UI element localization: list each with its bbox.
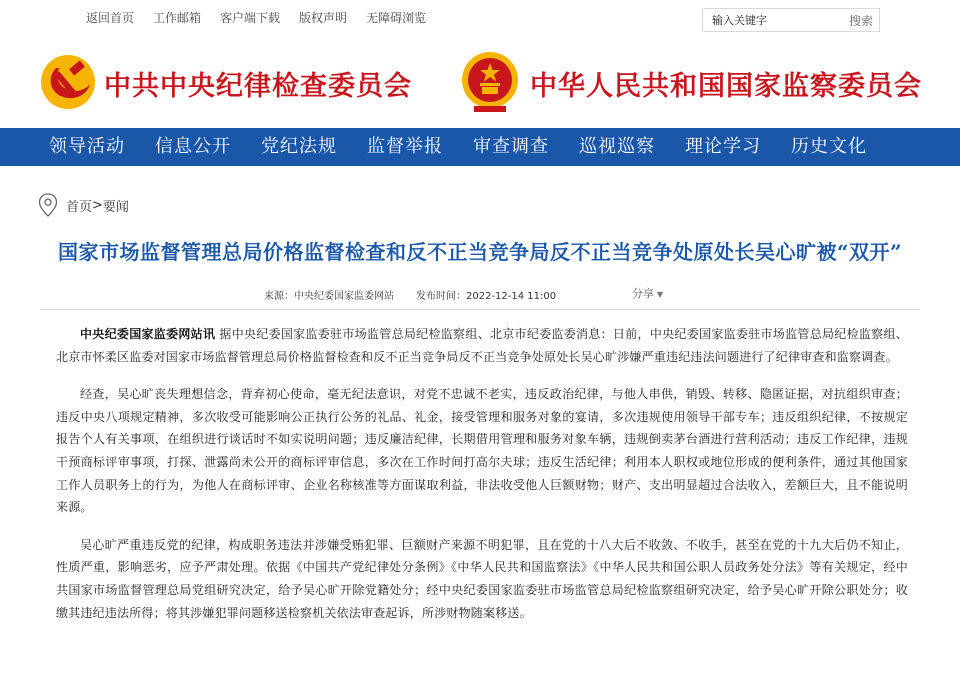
location-pin-icon	[38, 193, 58, 217]
nav-item-theory[interactable]: 理论学习	[685, 136, 761, 157]
article-paragraph: 吴心旷严重违反党的纪律，构成职务违法并涉嫌受贿犯罪、巨额财产来源不明犯罪，且在党的十八大后不收敛、不收手，甚至在党的十九大后仍不知止，性质严重，影响恶劣，应予严肃处理。依据《中国共产党纪律处分条例》《中华人民共和国监察法》《中华人民共和国公职人员政务处分法》等有关规定，经中共国家市场监督管理总局党组研究决定，给予吴心旷开除党籍处分；经中央纪委国家监委驻市场监管总局纪检监察组研究决定，给予吴心旷开除公职处分；收缴其违纪违法所得；将其涉嫌犯罪问题移送检察机关依法审查起诉，所涉财物随案移送。	[56, 537, 908, 620]
article-meta	[264, 287, 556, 302]
lead-text: 据中央纪委国家监委驻市场监管总局纪检监察组、北京市纪委监委消息：日前，中央纪委国家监委驻市场监管总局纪检监察组、北京市怀柔区监委对国家市场监督管理总局价格监督检查和反不正当竞争局反不正当竞争处原处长吴心旷涉嫌严重违纪违法问题进行了纪律审查和监察调查。	[56, 327, 908, 364]
nav-item-report[interactable]: 监督举报	[367, 136, 443, 157]
breadcrumb-current-link[interactable]: 要闻	[102, 199, 129, 215]
divider	[40, 309, 920, 310]
lead-source-bold: 中央纪委国家监委网站讯	[80, 327, 216, 341]
nav-item-history[interactable]: 历史文化	[791, 136, 867, 157]
nav-item-leadership[interactable]: 领导活动	[49, 136, 125, 157]
nav-item-regulations[interactable]: 党纪法规	[261, 136, 337, 157]
search-box	[702, 8, 880, 32]
top-utility-bar	[0, 0, 960, 36]
top-links	[86, 9, 445, 26]
article-paragraph	[56, 323, 908, 368]
top-link-home[interactable]: 返回首页	[86, 11, 135, 25]
nav-item-investigation[interactable]: 审查调查	[473, 136, 549, 157]
caret-down-icon: ▼	[657, 290, 664, 299]
article-body	[56, 323, 908, 639]
share-button[interactable]	[632, 285, 663, 301]
top-link-mail[interactable]: 工作邮箱	[153, 11, 202, 25]
nav-item-info-disclosure[interactable]: 信息公开	[155, 136, 231, 157]
article-date: 2022-12-14 11:00	[466, 291, 557, 302]
breadcrumb-home-link[interactable]: 首页	[66, 199, 93, 215]
article-paragraph: 经查，吴心旷丧失理想信念，背弃初心使命，毫无纪法意识，对党不忠诚不老实，违反政治纪律，与他人串供，销毁、转移、隐匿证据，对抗组织审查；违反中央八项规定精神，多次收受可能影响公正执行公务的礼品、礼金，接受管理和服务对象的宴请，多次违规使用领导干部专车；违反组织纪律，不按规定报告个人有关事项，在组织进行谈话时不如实说明问题；违反廉洁纪律，长期借用管理和服务对象车辆，违规倒卖茅台酒进行营利活动；违反工作纪律，违规干预商标评审事项，打探、泄露尚未公开的商标评审信息，多次在工作时间打高尔夫球；违反生活纪律；利用本人职权或地位形成的便利条件，通过其他国家工作人员职务上的行为，为他人在商标评审、企业名称核准等方面谋取利益，非法收受他人巨额财物；财产、支出明显超过合法收入，差额巨大，且不能说明来源。	[56, 387, 908, 515]
top-link-client-download[interactable]: 客户端下载	[220, 11, 281, 25]
source-label: 来源：	[264, 291, 294, 302]
nsc-title: 中华人民共和国国家监察委员会	[530, 71, 922, 102]
top-link-accessibility[interactable]: 无障碍浏览	[366, 11, 427, 25]
search-button[interactable]: 搜索	[848, 14, 873, 28]
breadcrumb	[38, 193, 129, 217]
breadcrumb-separator: >	[92, 197, 103, 213]
site-banner	[0, 40, 960, 126]
article-source: 中央纪委国家监委网站	[294, 291, 394, 302]
date-label: 发布时间：	[416, 291, 466, 302]
main-nav	[0, 128, 960, 166]
search-input[interactable]	[703, 9, 833, 31]
article-title: 国家市场监督管理总局价格监督检查和反不正当竞争局反不正当竞争处原处长吴心旷被“双开”	[57, 240, 902, 264]
party-emblem-icon	[40, 54, 96, 110]
cpc-ccdi-title: 中共中央纪律检查委员会	[104, 71, 412, 102]
national-emblem-icon	[460, 50, 520, 114]
nav-item-inspection[interactable]: 巡视巡察	[579, 136, 655, 157]
share-label: 分享	[632, 287, 654, 300]
top-link-copyright[interactable]: 版权声明	[299, 11, 348, 25]
